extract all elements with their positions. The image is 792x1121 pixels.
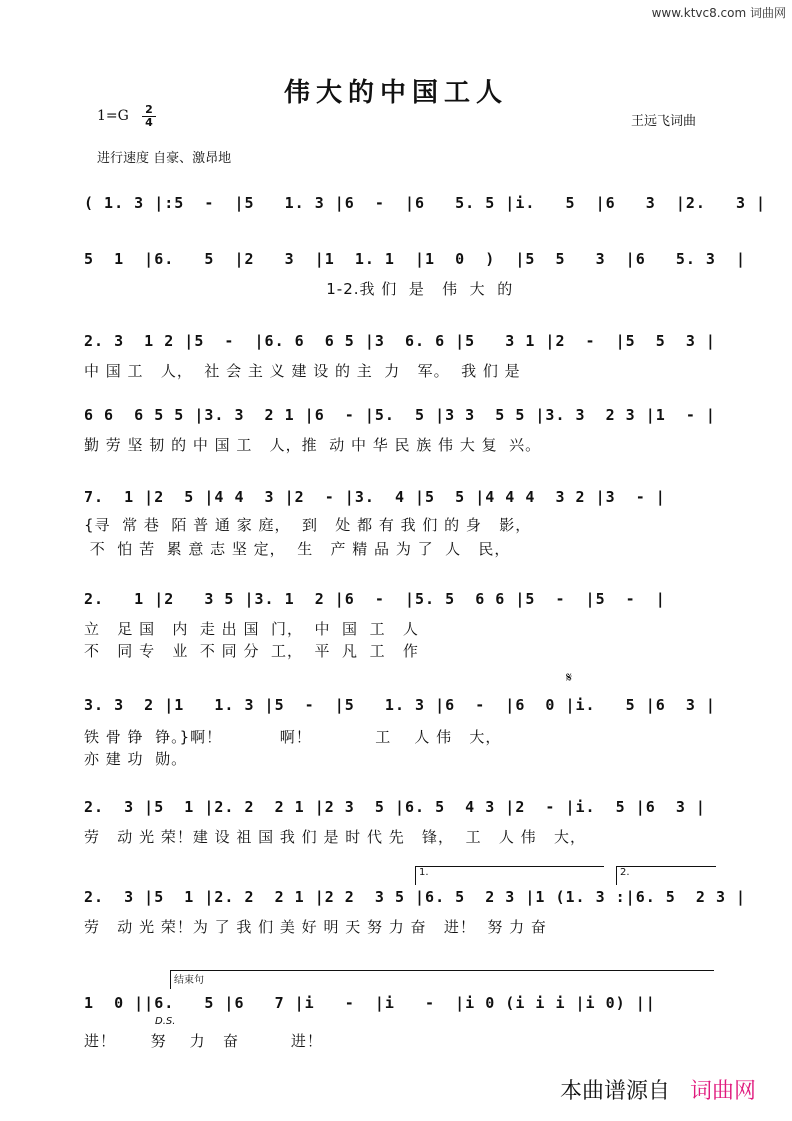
lyrics-line: 劳 动 光 荣！为 了 我 们 美 好 明 天 努 力 奋 进！ 努 力 奋: [84, 918, 547, 936]
coda-bracket: 结束句: [170, 970, 714, 989]
lyrics-verse-2: 不 同 专 业 不 同 分 工， 平 凡 工 作: [84, 642, 419, 660]
lyrics-line: 1-2.我 们 是 伟 大 的: [84, 280, 514, 298]
lyrics-line: 勤 劳 坚 韧 的 中 国 工 人，推 动 中 华 民 族 伟 大 复 兴。: [84, 436, 542, 454]
segno-mark: 𝄋: [566, 670, 573, 686]
lyrics-verse-1: {寻 常 巷 陌 普 通 家 庭， 到 处 都 有 我 们 的 身 影，: [84, 516, 532, 534]
key-signature: 1=G: [97, 108, 129, 124]
notes-line: 7. 1 |2 5 |4 4 3 |2 - |3. 4 |5 5 |4 4 4 3 2 |3 - |: [84, 488, 666, 506]
notes-line: 2. 1 |2 3 5 |3. 1 2 |6 - |5. 5 6 6 |5 - |5 - |: [84, 590, 666, 608]
notes-line: 2. 3 |5 1 |2. 2 2 1 |2 3 5 |6. 5 4 3 |2 - |i. 5 |6 3 |: [84, 798, 706, 816]
lyrics-line: 进！ 努 力 奋 进！: [84, 1032, 323, 1050]
lyrics-verse-2: 不 怕 苦 累 意 志 坚 定， 生 产 精 品 为 了 人 民，: [84, 540, 511, 558]
volta-1: 1.: [415, 866, 604, 885]
time-top: 2: [145, 103, 153, 116]
lyrics-verse-1: 立 足 国 内 走 出 国 门， 中 国 工 人: [84, 620, 419, 638]
lyrics-verse-1: 铁 骨 铮 铮。}啊！ 啊！ 工 人 伟 大，: [84, 728, 502, 746]
footer-source: 本曲谱源自: [560, 1079, 671, 1104]
lyrics-line: 劳 动 光 荣！建 设 祖 国 我 们 是 时 代 先 锋， 工 人 伟 大，: [84, 828, 586, 846]
notes-line: 3. 3 2 |1 1. 3 |5 - |5 1. 3 |6 - |6 0 |i. 5 |6 3 |: [84, 696, 716, 714]
ds-mark: D.S.: [155, 1016, 176, 1027]
footer-site-logo[interactable]: 词曲网: [690, 1079, 757, 1104]
time-signature: [142, 104, 156, 129]
time-bottom: 4: [142, 116, 156, 129]
notes-line: 6 6 6 5 5 |3. 3 2 1 |6 - |5. 5 |3 3 5 5 |3. 3 2 3 |1 - |: [84, 406, 716, 424]
notes-line: 1 0 ||6. 5 |6 7 |i - |i - |i 0 (i i i |i 0) ||: [84, 994, 656, 1012]
site-url: www.ktvc8.com 词曲网: [651, 6, 786, 20]
volta-2: 2.: [616, 866, 716, 885]
song-title: 伟大的中国工人: [283, 78, 508, 108]
tempo-marking: 进行速度 自豪、激昂地: [97, 151, 232, 166]
lyrics-line: 中 国 工 人， 社 会 主 义 建 设 的 主 力 军。 我 们 是: [84, 362, 521, 380]
author-credit: 王远飞词曲: [630, 114, 696, 129]
notes-line: 2. 3 1 2 |5 - |6. 6 6 5 |3 6. 6 |5 3 1 |2 - |5 5 3 |: [84, 332, 716, 350]
notes-line: 2. 3 |5 1 |2. 2 2 1 |2 2 3 5 |6. 5 2 3 |1 (1. 3 :|6. 5 2 3 |: [84, 888, 747, 906]
notes-line: 5 1 |6. 5 |2 3 |1 1. 1 |1 0 ) |5 5 3 |6 5. 3 |: [84, 250, 747, 268]
notes-line: ( 1. 3 |:5 - |5 1. 3 |6 - |6 5. 5 |i. 5 |6 3 |2. 3 |: [84, 194, 767, 212]
lyrics-verse-2: 亦 建 功 勋。: [84, 750, 188, 768]
